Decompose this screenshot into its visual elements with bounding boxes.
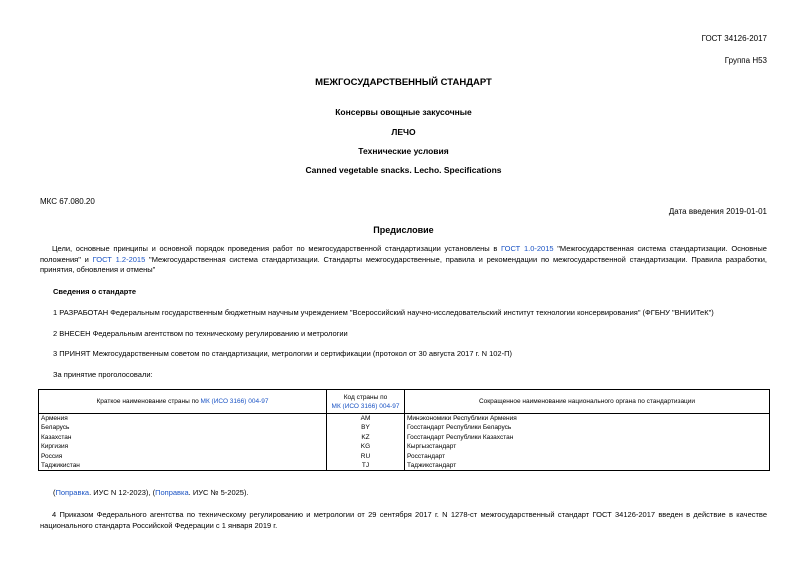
mks-code: МКС 67.080.20	[40, 197, 95, 206]
table-row	[39, 433, 770, 442]
mk-iso-link[interactable]: МК (ИСО 3166) 004-97	[331, 402, 400, 410]
table-row	[39, 423, 770, 432]
item-adopted: 3 ПРИНЯТ Межгосударственным советом по стандартизации, метрологии и сертификации (протокол от 30 августа 2017 г. N 102-П)	[53, 349, 512, 358]
gost-1-2-link[interactable]: ГОСТ 1.2-2015	[92, 254, 146, 264]
item-order: 4 Приказом Федерального агентства по техническому регулированию и метрологии от 29 сентября 2017 г. N 1278-ст межгосударственный стандарт ГОСТ 34126-2017 введен в действие в качестве национального стандарта Российской Федерации с 1 января 2019 г.	[40, 510, 767, 530]
info-heading: Сведения о стандарте	[53, 287, 137, 296]
header-text: Код страны по	[343, 393, 388, 401]
code-cell: RU	[327, 452, 405, 461]
code-cell: AM	[327, 414, 405, 424]
header-country	[39, 390, 327, 414]
standard-type: МЕЖГОСУДАРСТВЕННЫЙ СТАНДАРТ	[315, 77, 492, 88]
foreword-text: Цели, основные принципы и основной порядок проведения работ по межгосударственной стандартизации установлены в	[52, 244, 502, 253]
amend-text: . ИУС № 5-2025).	[188, 488, 249, 497]
body-cell: Госстандарт Республики Беларусь	[405, 423, 770, 432]
amend-text: . ИУС N 12-2023), (	[89, 488, 156, 497]
body-cell: Госстандарт Республики Казахстан	[405, 433, 770, 442]
gost-1-0-link[interactable]: ГОСТ 1.0-2015	[501, 244, 554, 253]
country-cell: Киргизия	[39, 442, 327, 451]
country-cell: Армения	[39, 414, 327, 424]
header-code	[327, 390, 405, 414]
code-cell: KG	[327, 442, 405, 451]
body-cell: Кыргызстандарт	[405, 442, 770, 451]
code-cell: KZ	[327, 433, 405, 442]
body-cell: Росстандарт	[405, 452, 770, 461]
table-row	[39, 452, 770, 461]
item-introduced: 2 ВНЕСЕН Федеральным агентством по техническому регулированию и метрологии	[53, 329, 348, 338]
table-row	[39, 461, 770, 471]
amendments-line	[53, 488, 767, 499]
foreword-text: "Межгосударственная система стандартизации. Стандарты межгосударственные, правила и рекомендации по межгосударственной стандартизации. Правила разработки, принятия, обновления и отмены"	[40, 254, 767, 274]
product-title: Консервы овощные закусочные	[335, 107, 472, 117]
code-cell: BY	[327, 423, 405, 432]
group-code: Группа Н53	[724, 56, 767, 65]
header-body: Сокращенное наименование национального органа по стандартизации	[405, 390, 770, 414]
english-title: Canned vegetable snacks. Lecho. Specifications	[305, 165, 502, 175]
foreword-text: "Межгосударственная система стандартизации. Основные положения" и	[40, 244, 767, 264]
country-cell: Казахстан	[39, 433, 327, 442]
item-developed: 1 РАЗРАБОТАН Федеральным государственным бюджетным научным учреждением "Всероссийский научно-исследовательский институт технологии консервирования" (ФГБНУ "ВНИИТеК")	[53, 308, 714, 317]
countries-table	[38, 389, 770, 471]
body-cell: Таджикстандарт	[405, 461, 770, 471]
intro-date: Дата введения 2019-01-01	[668, 207, 767, 216]
amend-text: (	[53, 488, 56, 497]
mk-iso-link[interactable]: МК (ИСО 3166) 004-97	[200, 398, 269, 405]
country-cell: Россия	[39, 452, 327, 461]
table-row	[39, 414, 770, 424]
table-row	[39, 442, 770, 451]
country-cell: Таджикистан	[39, 461, 327, 471]
header-text: Краткое наименование страны по	[96, 398, 201, 405]
doc-number: ГОСТ 34126-2017	[701, 34, 767, 43]
voted-label: За принятие проголосовали:	[53, 370, 153, 379]
doc-name: ЛЕЧО	[391, 127, 416, 137]
code-cell: TJ	[327, 461, 405, 471]
country-cell: Беларусь	[39, 423, 327, 432]
amendment-link[interactable]: Поправка	[155, 488, 189, 497]
amendment-link[interactable]: Поправка	[55, 488, 90, 497]
body-cell: Минэкономики Республики Армения	[405, 414, 770, 424]
table-header-row	[39, 390, 770, 414]
foreword-heading: Предисловие	[373, 225, 434, 235]
foreword-paragraph	[40, 244, 767, 276]
spec-title: Технические условия	[358, 146, 449, 156]
